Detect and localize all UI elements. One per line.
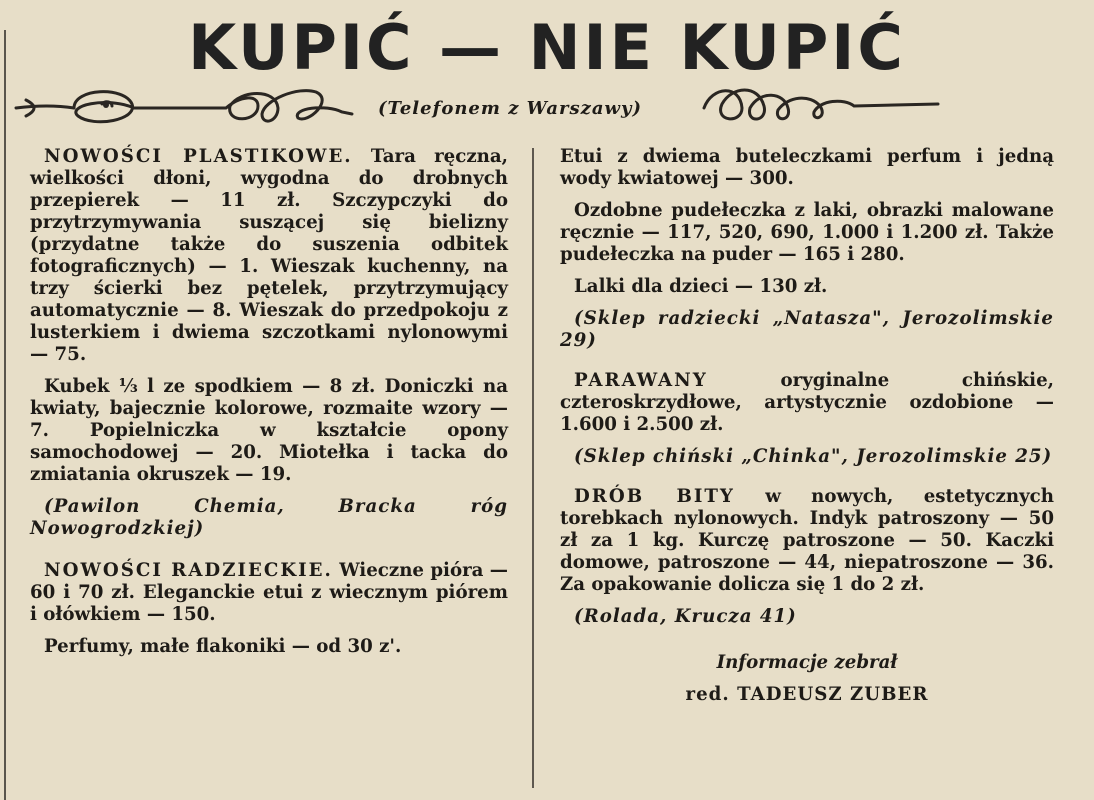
left-column (30, 146, 508, 668)
paragraph-text: Tara ręczna, wielkości dłoni, wygodna do drobnych przepierek — 11 zł. Szczypczyki do przytrzymywania suszącej się bielizny (przydatne także do suszenia odbitek fotograficznych) — 1. Wieszak kuchenny, na trzy ścierki bez pętelek, przytrzymujący automatycznie — 8. Wieszak do przedpokoju z lusterkiem i dwiema szczotkami nylonowymi — 75. (30, 146, 508, 365)
section-heading-soviet: NOWOŚCI RADZIECKIE. (44, 560, 333, 581)
section-heading-screens: PARAWANY (574, 370, 708, 391)
paragraph-plastic-news-2: Kubek ⅓ l ze spodkiem — 8 zł. Doniczki na kwiaty, bajecznie kolorowe, rozmaite wzory — 7. Popielniczka w kształcie opony samochodowej — 20. Miotełka i tacka do zmiatania okruszek — 19. (30, 376, 508, 485)
paragraph-text: oryginalne chińskie, czteroskrzydłowe, artystycznie ozdobione — 1.600 i 2.500 zł. (560, 370, 1054, 435)
section-heading-plastic: NOWOŚCI PLASTIKOWE. (44, 146, 353, 167)
source-note-chemia: (Pawilon Chemia, Bracka róg Nowogrodzkiej) (30, 496, 508, 539)
paragraph-perfume: Perfumy, małe flakoniki — od 30 z'. (44, 636, 402, 657)
column-divider (532, 148, 534, 788)
credit-author: red. TADEUSZ ZUBER (685, 684, 929, 705)
source-note-chinka: (Sklep chiński „Chinka", Jerozolimskie 25) (574, 446, 1053, 467)
paragraph-dolls: Lalki dla dzieci — 130 zł. (574, 276, 828, 297)
article-subtitle: (Telefonem z Warszawy) (378, 98, 642, 119)
source-note-rolada: (Rolada, Krucza 41) (574, 606, 797, 627)
source-note-natasza: (Sklep radziecki „Natasza", Jerozolimskie 29) (560, 308, 1054, 351)
paragraph-text: Wieczne pióra — 60 i 70 zł. Eleganckie etui z wiecznym piórem i ołówkiem — 150. (30, 560, 508, 625)
credit-line: Informacje zebrał (716, 652, 898, 673)
paragraph-poultry (560, 486, 1054, 596)
paragraph-lacquer-boxes: Ozdobne pudełeczka z laki, obrazki malowane ręcznie — 117, 520, 690, 1.000 i 1.200 zł. Także pudełeczka na puder — 165 i 280. (560, 200, 1054, 265)
left-edge-rule (4, 30, 6, 800)
paragraph-etui: Etui z dwiema buteleczkami perfum i jedną wody kwiatowej — 300. (560, 146, 1054, 189)
paragraph-screens (560, 370, 1054, 436)
paragraph-plastic-news (30, 146, 508, 366)
right-column (560, 146, 1054, 716)
section-heading-poultry: DRÓB BITY (574, 486, 735, 507)
paragraph-text: w nowych, estetycznych torebkach nylonowych. Indyk patroszony — 50 zł za 1 kg. Kurczę patroszone — 50. Kaczki domowe, patroszone — 44, niepatroszone — 36. Za opakowanie dolicza się 1 do 2 zł. (560, 486, 1054, 595)
paragraph-soviet-news (30, 560, 508, 626)
article-title: KUPIĆ — NIE KUPIĆ (188, 11, 906, 84)
